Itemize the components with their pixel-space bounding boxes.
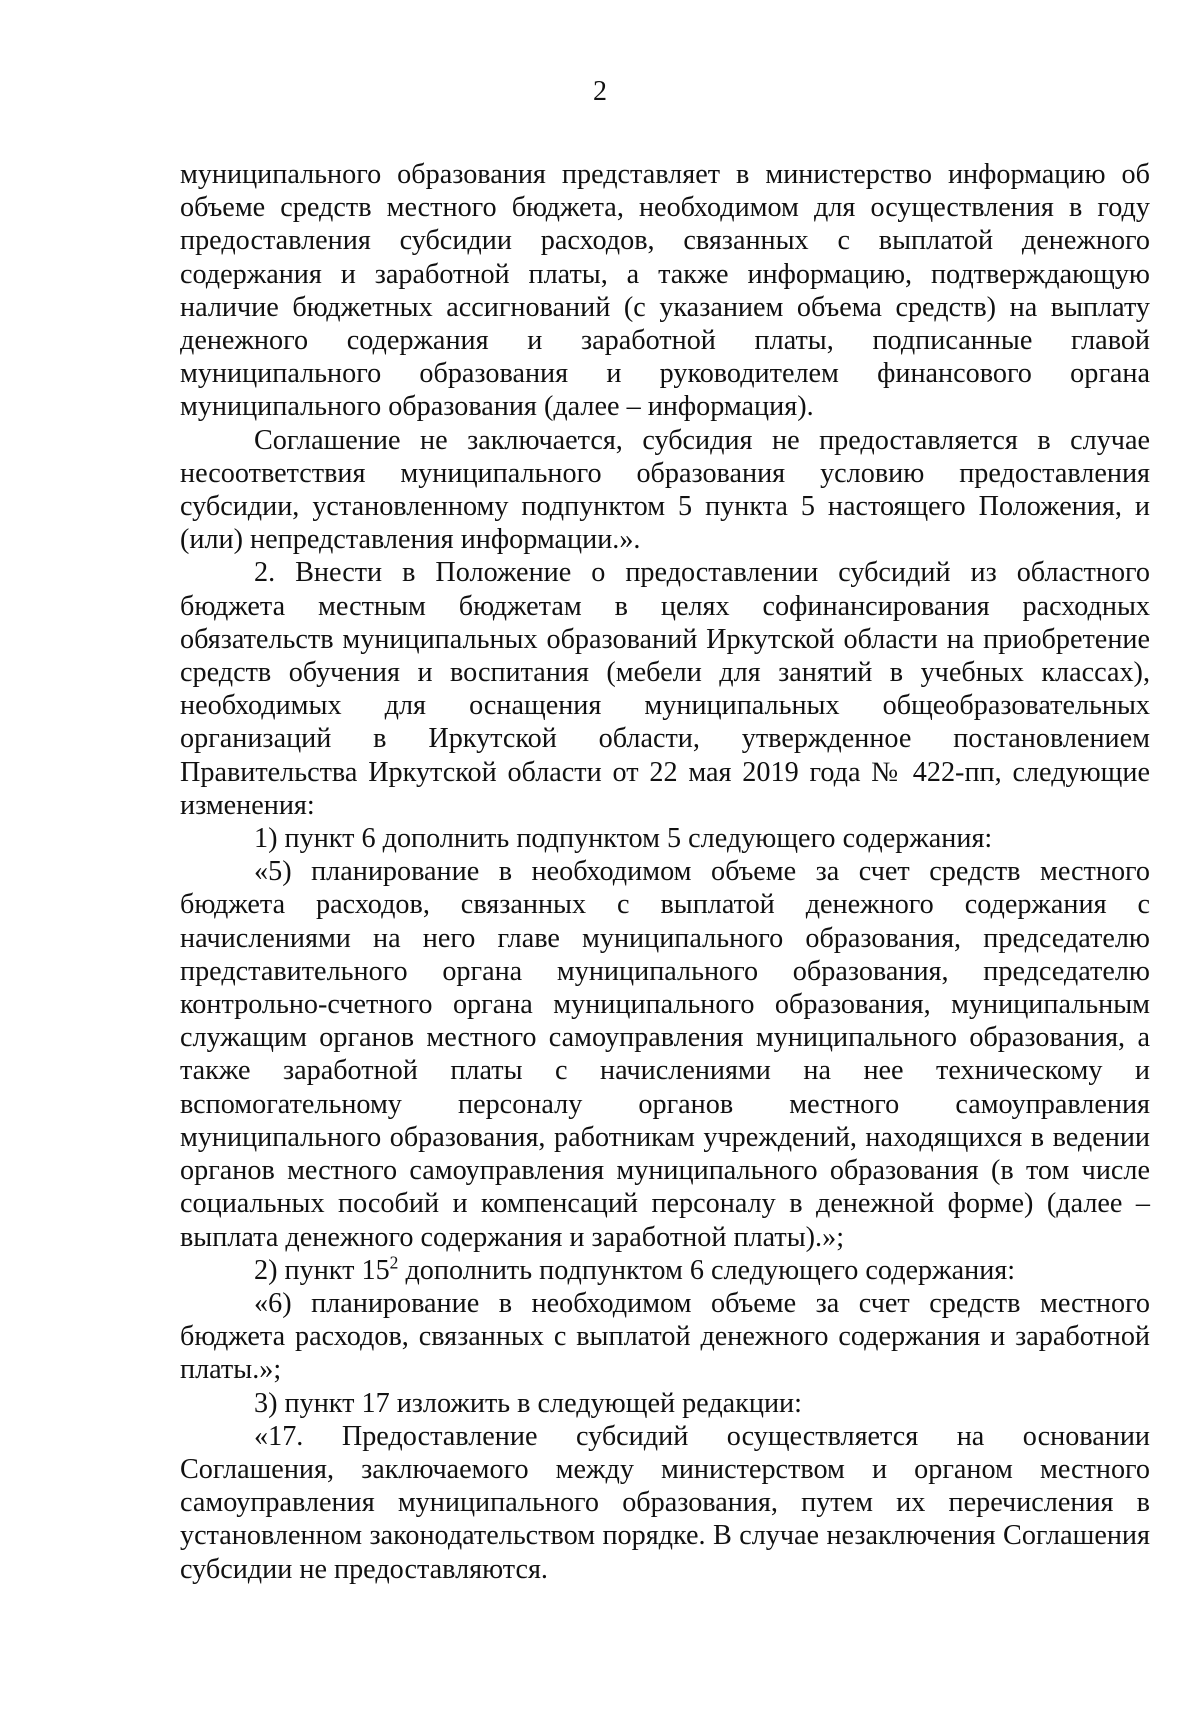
item-2-superscript: 2 (389, 1252, 399, 1273)
paragraph-info-submission: муниципального образования представляет в министерство информацию об объеме средств местного бюджета, необходимом для осуществления в году предоставления субсидии расходов, связанных с выплатой денежного содержания и заработной платы, а также информацию, подтверждающую наличие бюджетных ассигнований (с указанием объема средств) на выплату денежного содержания и заработной платы, подписанные главой муниципального образования и руководителем финансового органа муниципального образования (далее – информация). (180, 159, 1150, 423)
page-number: 2 (593, 76, 607, 107)
paragraph-agreement-not-concluded: Соглашение не заключается, субсидия не предоставляется в случае несоответствия муниципального образования условию предоставления субсидии, установленному подпунктом 5 пункта 5 настоящего Положения, и (или) непредставления информации.». (180, 424, 1150, 556)
paragraph-subitem-5: «5) планирование в необходимом объеме за счет средств местного бюджета расходов, связанных с выплатой денежного содержания с начислениями на него главе муниципального образования, председателю представительного органа муниципального образования, председателю контрольно-счетного органа муниципального образования, муниципальным служащим органов местного самоуправления муниципального образования, а также заработной платы с начислениями на нее техническому и вспомогательному персоналу органов местного самоуправления муниципального образования, работникам учреждений, находящихся в ведении органов местного самоуправления муниципального образования (в том числе социальных пособий и компенсаций персоналу в денежной форме) (далее – выплата денежного содержания и заработной платы).»; (180, 856, 1150, 1253)
document-body (180, 158, 1150, 1586)
paragraph-subitem-6: «6) планирование в необходимом объеме за счет средств местного бюджета расходов, связанных с выплатой денежного содержания и заработной платы.»; (180, 1287, 1150, 1386)
paragraph-item-2 (180, 1254, 1150, 1287)
paragraph-item-3: 3) пункт 17 изложить в следующей редакции: (254, 1387, 802, 1419)
item-2-text-after: дополнить подпунктом 6 следующего содержания: (398, 1254, 1016, 1286)
paragraph-point-17: «17. Предоставление субсидий осуществляется на основании Соглашения, заключаемого между министерством и органом местного самоуправления муниципального образования, путем их перечисления в установленном законодательством порядке. В случае незаключения Соглашения субсидии не предоставляются. (180, 1420, 1150, 1585)
paragraph-amend-regulation: 2. Внести в Положение о предоставлении субсидий из областного бюджета местным бюджетам в целях софинансирования расходных обязательств муниципальных образований Иркутской области на приобретение средств обучения и воспитания (мебели для занятий в учебных классах), необходимых для оснащения муниципальных общеобразовательных организаций в Иркутской области, утвержденное постановлением Правительства Иркутской области от 22 мая 2019 года № 422-пп, следующие изменения: (180, 557, 1150, 821)
paragraph-item-1: 1) пункт 6 дополнить подпунктом 5 следующего содержания: (254, 823, 993, 855)
item-2-text-before: 2) пункт 15 (254, 1254, 390, 1286)
